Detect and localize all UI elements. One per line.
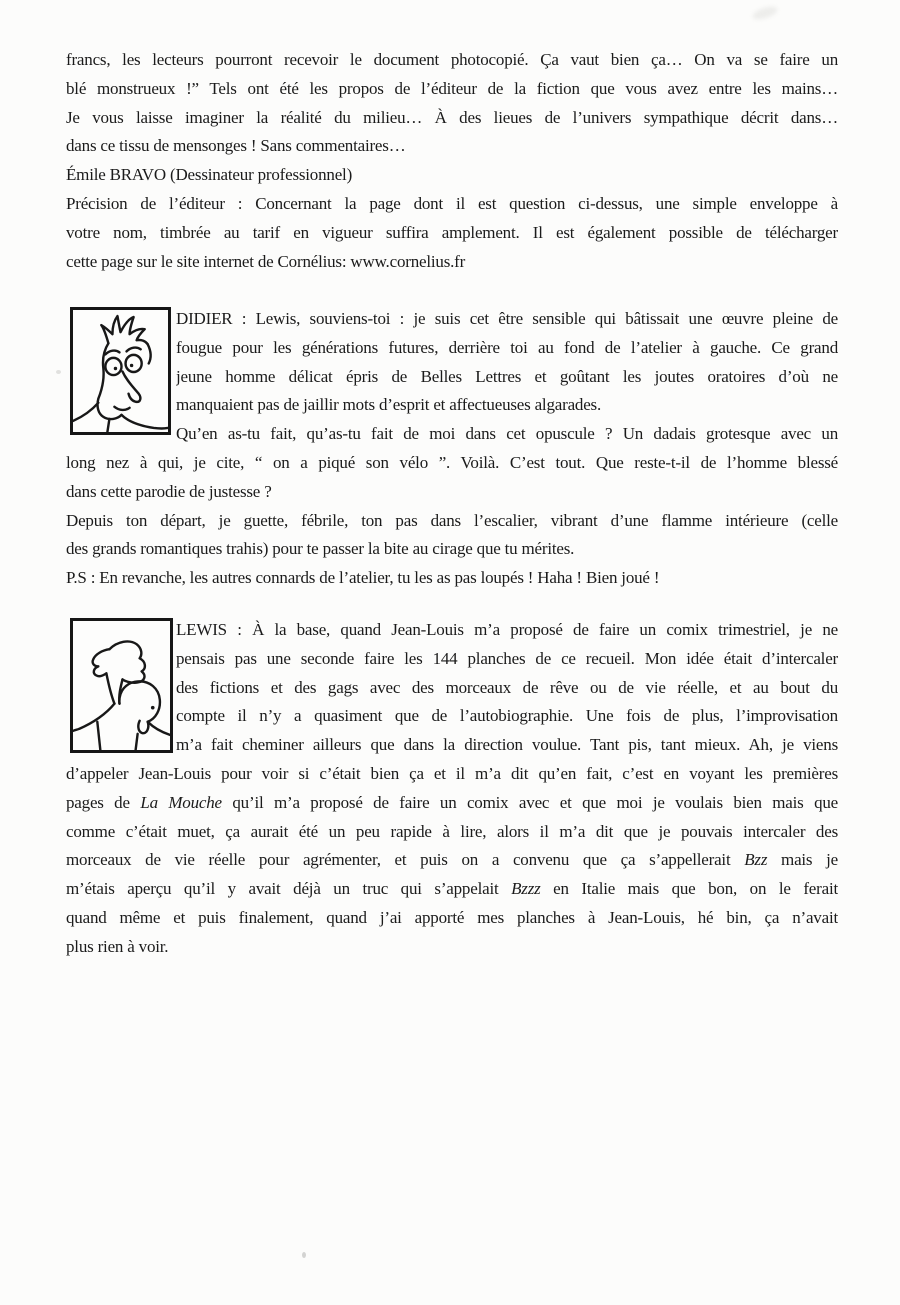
nose-line bbox=[138, 721, 148, 733]
right-eyeglass bbox=[126, 355, 142, 372]
text-line: dans cette parodie de justesse ? bbox=[66, 481, 272, 501]
text-line: Qu’en as-tu fait, qu’as-tu fait de moi dans cet opuscule ? Un dadais grotesque avec un bbox=[176, 424, 838, 444]
text-line: votre nom, timbrée au tarif en vigueur suffira amplement. Il est également possible de télécharger bbox=[66, 222, 838, 242]
text-line: P.S : En revanche, les autres connards de l’atelier, tu les as pas loupés ! Haha ! Bien joué ! bbox=[66, 568, 660, 588]
intro-paragraph bbox=[66, 46, 838, 276]
text-line: francs, les lecteurs pourront recevoir le document photocopié. Ça vaut bien ça… On va se faire un bbox=[66, 50, 838, 69]
text-line: LEWIS : À la base, quand Jean-Louis m’a proposé de faire un comix trimestriel, je ne bbox=[176, 620, 838, 639]
lewis-portrait-frame bbox=[70, 618, 173, 753]
scan-smudge bbox=[751, 4, 779, 22]
head-outline-line bbox=[119, 681, 160, 721]
eye-dot bbox=[151, 706, 155, 710]
right-pupil bbox=[130, 364, 133, 367]
nose-line bbox=[123, 372, 141, 402]
text-line: jeune homme délicat épris de Belles Lettres et goûtant les joutes oratoires d’où ne bbox=[176, 366, 838, 386]
torso-left-line bbox=[97, 722, 100, 750]
text-line: quand même et puis finalement, quand j’ai apporté mes planches à Jean-Louis, hé bin, ça n’avait bbox=[66, 907, 838, 927]
text-line: morceaux de vie réelle pour agrémenter, et puis on a convenu que ça s’appellerait Bzz mais je bbox=[66, 850, 838, 870]
left-brow-line bbox=[105, 351, 119, 355]
text-line: blé monstrueux !” Tels ont été les propos de l’éditeur de la fiction que vous avez entre les mains… bbox=[66, 78, 838, 98]
lewis-section bbox=[66, 616, 838, 962]
text-line: des grands romantiques trahis) pour te passer la bite au cirage que tu mérites. bbox=[66, 539, 575, 559]
cap-line bbox=[109, 641, 144, 682]
text-line: dans ce tissu de mensonges ! Sans commentaires… bbox=[66, 136, 406, 156]
right-shoulder-line bbox=[148, 722, 170, 735]
text-line: compte il n’y a quasiment que de l’autobiographie. Une fois de plus, l’improvisation bbox=[176, 706, 838, 726]
right-brow-line bbox=[127, 348, 141, 352]
text-line: pensais pas une seconde faire les 144 planches de ce recueil. Mon idée était d’intercaler bbox=[176, 648, 838, 668]
left-pupil bbox=[114, 367, 117, 370]
thumb-bumps-line bbox=[93, 649, 110, 676]
temple-line bbox=[148, 344, 151, 363]
scan-speck bbox=[56, 370, 61, 374]
author-signature-line: Émile BRAVO (Dessinateur professionnel) bbox=[66, 165, 353, 185]
text-line: long nez à qui, je cite, “ on a piqué son vélo ”. Voilà. C’est tout. Que reste-t-il de l’homme blessé bbox=[66, 452, 838, 472]
website-line: cette page sur le site internet de Cornélius: www.cornelius.fr bbox=[66, 251, 466, 271]
lewis-caricature-drawing bbox=[73, 621, 170, 750]
mouth-line bbox=[114, 407, 129, 410]
text-line: pages de La Mouche qu’il m’a proposé de faire un comix avec et que moi je voulais bien mais que bbox=[66, 792, 838, 812]
arm-left-line bbox=[106, 673, 114, 703]
text-line: Précision de l’éditeur : Concernant la page dont il est question ci-dessus, une simple enveloppe à bbox=[66, 193, 838, 213]
right-shoulder-line bbox=[122, 415, 168, 429]
text-line: plus rien à voir. bbox=[66, 936, 169, 956]
hair-spikes-line bbox=[101, 316, 147, 344]
text-line: manquaient pas de jaillir mots d’esprit et affectueuses algarades. bbox=[176, 395, 602, 415]
text-line: comme c’était muet, ça aurait été un peu rapide à lire, alors il m’a dit que je pouvais intercaler des bbox=[66, 821, 838, 841]
text-line: DIDIER : Lewis, souviens-toi : je suis cet être sensible qui bâtissait une œuvre pleine de bbox=[176, 309, 838, 328]
scan-speck bbox=[302, 1252, 306, 1258]
text-line: des fictions et des gags avec des morceaux de rêve ou de vie réelle, et au bout du bbox=[176, 677, 838, 697]
text-line: d’appeler Jean-Louis pour voir si c’était bien ça et il m’a dit qu’en fait, c’est en voyant les premières bbox=[66, 763, 838, 783]
didier-portrait-frame bbox=[70, 307, 171, 435]
text-line: m’étais aperçu qu’il y avait déjà un truc qui s’appelait Bzzz en Italie mais que bon, on le ferait bbox=[66, 879, 838, 899]
text-line: fougue pour les générations futures, derrière toi au fond de l’atelier à gauche. Ce grand bbox=[176, 337, 838, 357]
left-eyeglass bbox=[105, 358, 121, 375]
torso-right-line bbox=[136, 734, 138, 750]
left-shoulder-line bbox=[73, 403, 98, 421]
left-shoulder-line bbox=[73, 704, 114, 731]
text-line: m’a fait cheminer ailleurs que dans la direction voulue. Tant pis, tant mieux. Ah, je viens bbox=[176, 735, 838, 755]
didier-section bbox=[66, 305, 838, 593]
text-line: Depuis ton départ, je guette, fébrile, ton pas dans l’escalier, vibrant d’une flamme intérieure (celle bbox=[66, 510, 838, 530]
didier-caricature-drawing bbox=[73, 310, 168, 432]
text-line: Je vous laisse imaginer la réalité du milieu… À des lieues de l’univers sympathique décrit dans… bbox=[66, 107, 838, 127]
chest-line bbox=[107, 419, 109, 432]
